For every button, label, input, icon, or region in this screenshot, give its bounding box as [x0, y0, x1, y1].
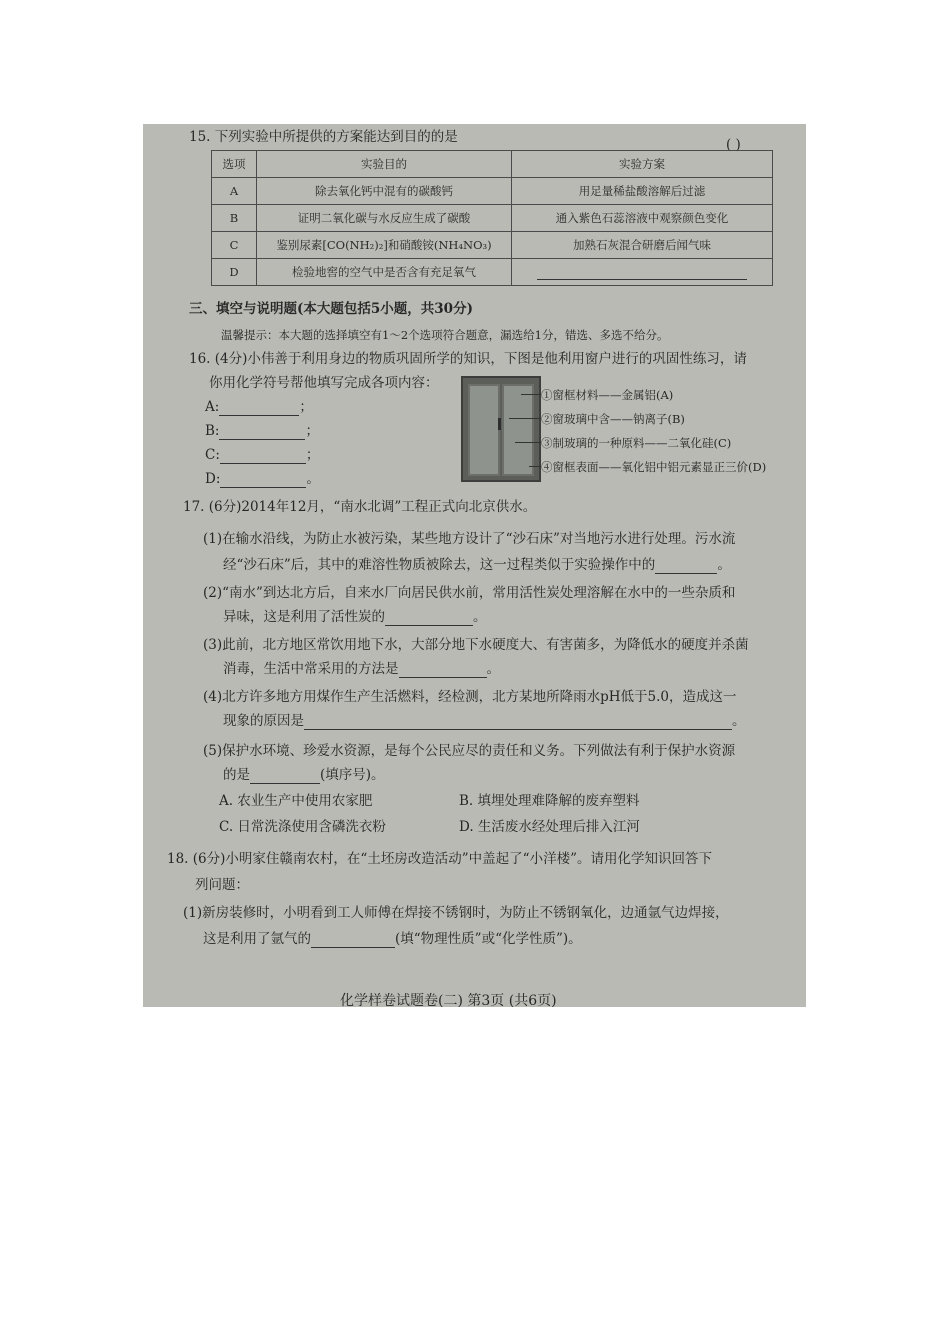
page-footer: 化学样卷试题卷(二) 第3页 (共6页) — [340, 993, 557, 1007]
window-handle — [498, 418, 501, 430]
q17-part3-line2[interactable]: 消毒，生活中常采用的方法是 。 — [223, 661, 500, 677]
leader-line — [521, 394, 541, 395]
leader-line — [529, 466, 541, 467]
q17-option-c: C. 日常洗涤使用含磷洗衣粉 — [219, 819, 386, 835]
q17-part5-line2[interactable]: 的是 (填序号)。 — [223, 767, 385, 783]
window-pane-right — [502, 384, 534, 476]
q17-part2-line2[interactable]: 异味，这是利用了活性炭的 。 — [223, 609, 487, 625]
q18-stem-line2: 列问题： — [195, 877, 249, 893]
table-row — [212, 205, 773, 232]
q17-option-b: B. 填埋处理难降解的废弃塑料 — [459, 793, 640, 809]
row-option: B — [212, 205, 257, 232]
q17-part4-line2[interactable]: 现象的原因是 。 — [223, 713, 746, 729]
q17-part5-line1: (5)保护水环境、珍爱水资源，是每个公民应尽的责任和义务。下列做法有利于保护水资源 — [203, 743, 736, 759]
col-header-goal: 实验目的 — [257, 151, 512, 178]
row-plan-answer-blank[interactable] — [512, 259, 773, 286]
section-3-tip: 温馨提示：本大题的选择填空有1～2个选项符合题意，漏选给1分，错选、多选不给分。 — [221, 328, 669, 342]
q16-blank-b[interactable]: B: ； — [205, 423, 319, 439]
q18-stem: 18. (6分)小明家住赣南农村，在“土坯房改造活动”中盖起了“小洋楼”。请用化学知识回答下 — [167, 851, 712, 867]
col-header-plan: 实验方案 — [512, 151, 773, 178]
exam-page-photo — [143, 124, 806, 1007]
table-header-row — [212, 151, 773, 178]
q15-options-table — [211, 150, 773, 286]
q15-answer-paren: ( ) — [726, 137, 741, 153]
table-row — [212, 259, 773, 286]
q16-stem-line1: 16. (4分)小伟善于利用身边的物质巩固所学的知识，下图是他利用窗户进行的巩固性练习，请 — [189, 351, 747, 367]
leader-line — [509, 418, 541, 419]
q17-part3-line1: (3)此前，北方地区常饮用地下水，大部分地下水硬度大、有害菌多，为降低水的硬度并杀菌 — [203, 637, 749, 653]
row-goal: 鉴别尿素[CO(NH₂)₂]和硝酸铵(NH₄NO₃) — [257, 232, 512, 259]
q18-part1-line2[interactable]: 这是利用了氩气的 (填“物理性质”或“化学性质”)。 — [203, 931, 582, 947]
section-3-title: 三、填空与说明题(本大题包括5小题，共30分) — [189, 301, 473, 317]
row-goal: 证明二氧化碳与水反应生成了碳酸 — [257, 205, 512, 232]
q17-option-a: A. 农业生产中使用农家肥 — [219, 793, 373, 809]
table-row — [212, 232, 773, 259]
row-goal: 检验地窖的空气中是否含有充足氧气 — [257, 259, 512, 286]
row-option: A — [212, 178, 257, 205]
q16-blank-a[interactable]: A: ； — [205, 399, 313, 415]
q16-blank-d[interactable]: D: 。 — [205, 471, 320, 487]
q17-part2-line1: (2)“南水”到达北方后，自来水厂向居民供水前，常用活性炭处理溶解在水中的一些杂质和 — [203, 585, 736, 601]
row-plan: 通入紫色石蕊溶液中观察颜色变化 — [512, 205, 773, 232]
q17-part4-line1: (4)北方许多地方用煤作生产生活燃料，经检测，北方某地所降雨水pH低于5.0，造成这一 — [203, 689, 737, 705]
q17-stem: 17. (6分)2014年12月，“南水北调”工程正式向北京供水。 — [183, 499, 537, 515]
q17-option-d: D. 生活废水经处理后排入江河 — [459, 819, 640, 835]
row-option: D — [212, 259, 257, 286]
window-label-a: ①窗框材料——金属铝(A) — [541, 388, 674, 402]
q17-part1-line2[interactable]: 经“沙石床”后，其中的难溶性物质被除去，这一过程类似于实验操作中的 。 — [223, 557, 731, 573]
window-label-c: ③制玻璃的一种原料——二氧化硅(C) — [541, 436, 732, 450]
row-option: C — [212, 232, 257, 259]
row-goal: 除去氧化钙中混有的碳酸钙 — [257, 178, 512, 205]
window-pane-left — [468, 384, 500, 476]
q16-stem-line2: 你用化学符号帮他填写完成各项内容： — [209, 375, 439, 391]
row-plan: 用足量稀盐酸溶解后过滤 — [512, 178, 773, 205]
q17-part1-line1: (1)在输水沿线，为防止水被污染，某些地方设计了“沙石床”对当地污水进行处理。污水流 — [203, 531, 736, 547]
q18-part1-line1: (1)新房装修时，小明看到工人师傅在焊接不锈钢时，为防止不锈钢氧化，边通氩气边焊接， — [183, 905, 729, 921]
q15-stem: 15. 下列实验中所提供的方案能达到目的的是 — [189, 129, 458, 145]
window-label-d: ④窗框表面——氧化铝中铝元素显正三价(D) — [541, 460, 767, 474]
q16-blank-c[interactable]: C: ； — [205, 447, 320, 463]
col-header-option: 选项 — [212, 151, 257, 178]
window-label-b: ②窗玻璃中含——钠离子(B) — [541, 412, 685, 426]
table-row — [212, 178, 773, 205]
row-plan: 加熟石灰混合研磨后闻气味 — [512, 232, 773, 259]
leader-line — [515, 442, 541, 443]
